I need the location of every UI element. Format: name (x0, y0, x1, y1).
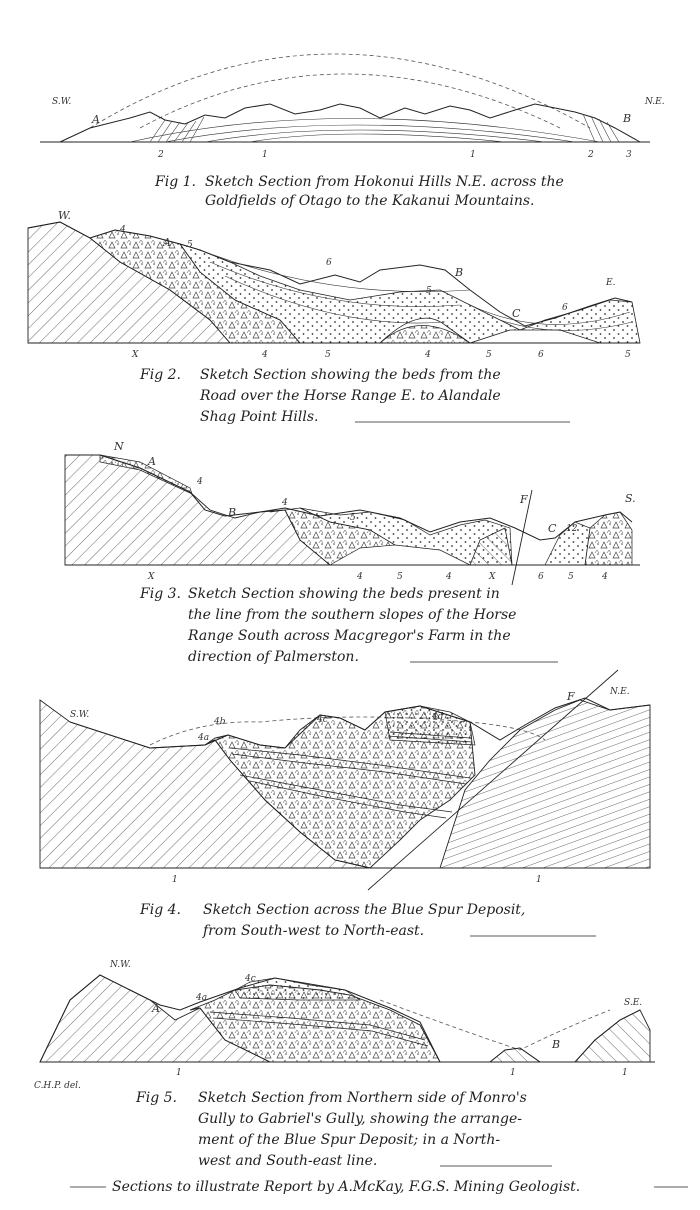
fig1-caption-figno: Fig 1. (155, 174, 196, 190)
fig5-caption-figno: Fig 5. (136, 1090, 177, 1106)
fig3-caption-line1: Sketch Section showing the beds present in (188, 586, 500, 602)
fig4-caption-line1: Sketch Section across the Blue Spur Deposit, (203, 902, 526, 918)
fig3-caption-line4: direction of Palmerston. (188, 649, 359, 665)
fig3-bottom-4a: 4 (357, 572, 363, 582)
fig2-label-6b: 6 (562, 303, 568, 313)
fig5-label-se: S.E. (624, 998, 643, 1008)
fig1-dashed-arc-inner (140, 74, 560, 128)
fig5-bottom-1c: 1 (622, 1068, 628, 1078)
fig5-label-nw: N.W. (110, 960, 131, 970)
fig1-label-left-direction: S.W. (52, 97, 72, 107)
fig5-small-outcrop (490, 1048, 540, 1062)
fig1-dashed-arc-outer (90, 54, 590, 128)
fig2-caption-figno: Fig 2. (140, 367, 181, 383)
fig5-caption-line4: west and South-east line. (198, 1153, 378, 1169)
fig5-label-a: A (152, 1002, 160, 1015)
fig3-bottom-5: 5 (397, 572, 403, 582)
fig2-bottom-x: X (132, 350, 139, 360)
fig5-caption-line2: Gully to Gabriel's Gully, showing the arrange- (198, 1111, 523, 1127)
fig1-bed-3: 3 (626, 150, 632, 160)
fig2-label-w: W. (58, 209, 71, 222)
sheet-footer (70, 1179, 688, 1195)
fig5-label-4a: 4a (196, 993, 208, 1003)
fig4-bottom-1a: 1 (172, 875, 178, 885)
fig2-label-5a: 5 (187, 240, 193, 250)
fig1-label-a: A (92, 113, 100, 126)
fig3-label-b: B (228, 506, 237, 519)
fig2-label-e: E. (606, 278, 616, 288)
fig2-label-5b: 5 (426, 286, 432, 296)
fig2-bottom-4b: 4 (425, 350, 431, 360)
fig2-bottom-4a: 4 (262, 350, 268, 360)
fig1-strata-2 (165, 125, 575, 142)
fig2-caption-line3: Shag Point Hills. (200, 409, 319, 425)
fig1-strata-4 (250, 134, 505, 142)
fig3-bottom-4c: 4 (602, 572, 608, 582)
fig3-label-a: A (148, 455, 156, 468)
footer-title: Sections to illustrate Report by A.McKay, F.G.S. Mining Geologist. (112, 1179, 581, 1195)
fig2-bottom-5c: 5 (625, 350, 631, 360)
fig3-label-4b: 4 (282, 498, 288, 508)
fig4-label-f: F (567, 690, 575, 703)
fig4-bottom-1b: 1 (536, 875, 542, 885)
fig5-caption-line1: Sketch Section from Northern side of Monro's (198, 1090, 527, 1106)
fig2-bottom-5a: 5 (325, 350, 331, 360)
fig4-label-sw: S.W. (70, 710, 90, 720)
figure-4-section (40, 670, 650, 939)
fig1-ground-profile (60, 104, 640, 142)
fig1-bed-2b: 2 (588, 150, 594, 160)
fig3-bottom-4b: 4 (446, 572, 452, 582)
fig2-label-b: B (455, 266, 464, 279)
fig5-bottom-1a: 1 (176, 1068, 182, 1078)
fig3-right-breccia (585, 512, 632, 565)
fig1-bed-2a: 2 (158, 150, 164, 160)
fig3-label-c: C (548, 522, 557, 535)
fig1-caption-line1: Sketch Section from Hokonui Hills N.E. across the (205, 174, 564, 190)
fig2-bottom-6: 6 (538, 350, 544, 360)
draftsman-credit: C.H.P. del. (34, 1081, 81, 1091)
fig5-label-4c: 4c (245, 974, 256, 984)
fig5-bottom-1b: 1 (510, 1068, 516, 1078)
fig1-caption-line2: Goldfields of Otago to the Kakanui Mountains. (205, 193, 535, 209)
fig4-basement-right (440, 700, 650, 868)
fig1-bed-1a: 1 (262, 150, 268, 160)
figure-5-section (34, 960, 655, 1169)
figure-2-section (28, 209, 640, 425)
fig3-caption-line2: the line from the southern slopes of the Horse (188, 607, 517, 623)
fig3-bottom-x2: X (489, 572, 496, 582)
fig3-bottom-6: 6 (538, 572, 544, 582)
fig1-label-b: B (623, 112, 632, 125)
fig1-hatch-right (583, 114, 619, 142)
fig4-caption-figno: Fig 4. (140, 902, 181, 918)
fig3-label-f: F (520, 493, 528, 506)
fig5-label-b: B (552, 1038, 561, 1051)
fig3-bottom-x1: X (148, 572, 155, 582)
fig3-caption-figno: Fig 3. (140, 586, 181, 602)
figure-1-section (40, 54, 665, 209)
fig4-label-4c: 4c (317, 715, 328, 725)
fig3-bottom-5b: 5 (568, 572, 574, 582)
fig2-caption-line2: Road over the Horse Range E. to Alandale (200, 388, 501, 404)
fig3-label-5: 5 (350, 513, 356, 523)
fig3-caption-line3: Range South across Macgregor's Farm in the (188, 628, 511, 644)
figure-3-section (65, 440, 640, 665)
fig3-label-4a: 4 (197, 477, 203, 487)
fig3-label-12: 12 (566, 524, 578, 534)
fig2-bottom-5b: 5 (486, 350, 492, 360)
fig3-label-s: S. (625, 492, 636, 505)
fig3-label-n: N (114, 440, 124, 453)
fig5-basement-right (575, 1010, 650, 1062)
fig1-label-right-direction: N.E. (645, 97, 665, 107)
fig4-caption-line2: from South-west to North-east. (203, 923, 425, 939)
fig4-label-4a: 4a (198, 733, 210, 743)
fig2-label-c: C (512, 307, 521, 320)
fig2-label-4a: 4 (120, 225, 126, 235)
fig4-label-ne: N.E. (610, 687, 630, 697)
fig1-bed-1b: 1 (470, 150, 476, 160)
fig5-caption-line3: ment of the Blue Spur Deposit; in a North- (198, 1132, 501, 1148)
fig4-label-4b: 4b (214, 717, 226, 727)
fig2-label-6a: 6 (326, 258, 332, 268)
fig2-label-a: A (163, 236, 171, 249)
fig2-caption-line1: Sketch Section showing the beds from the (200, 367, 501, 383)
fig4-label-4d: 4d (432, 712, 444, 722)
